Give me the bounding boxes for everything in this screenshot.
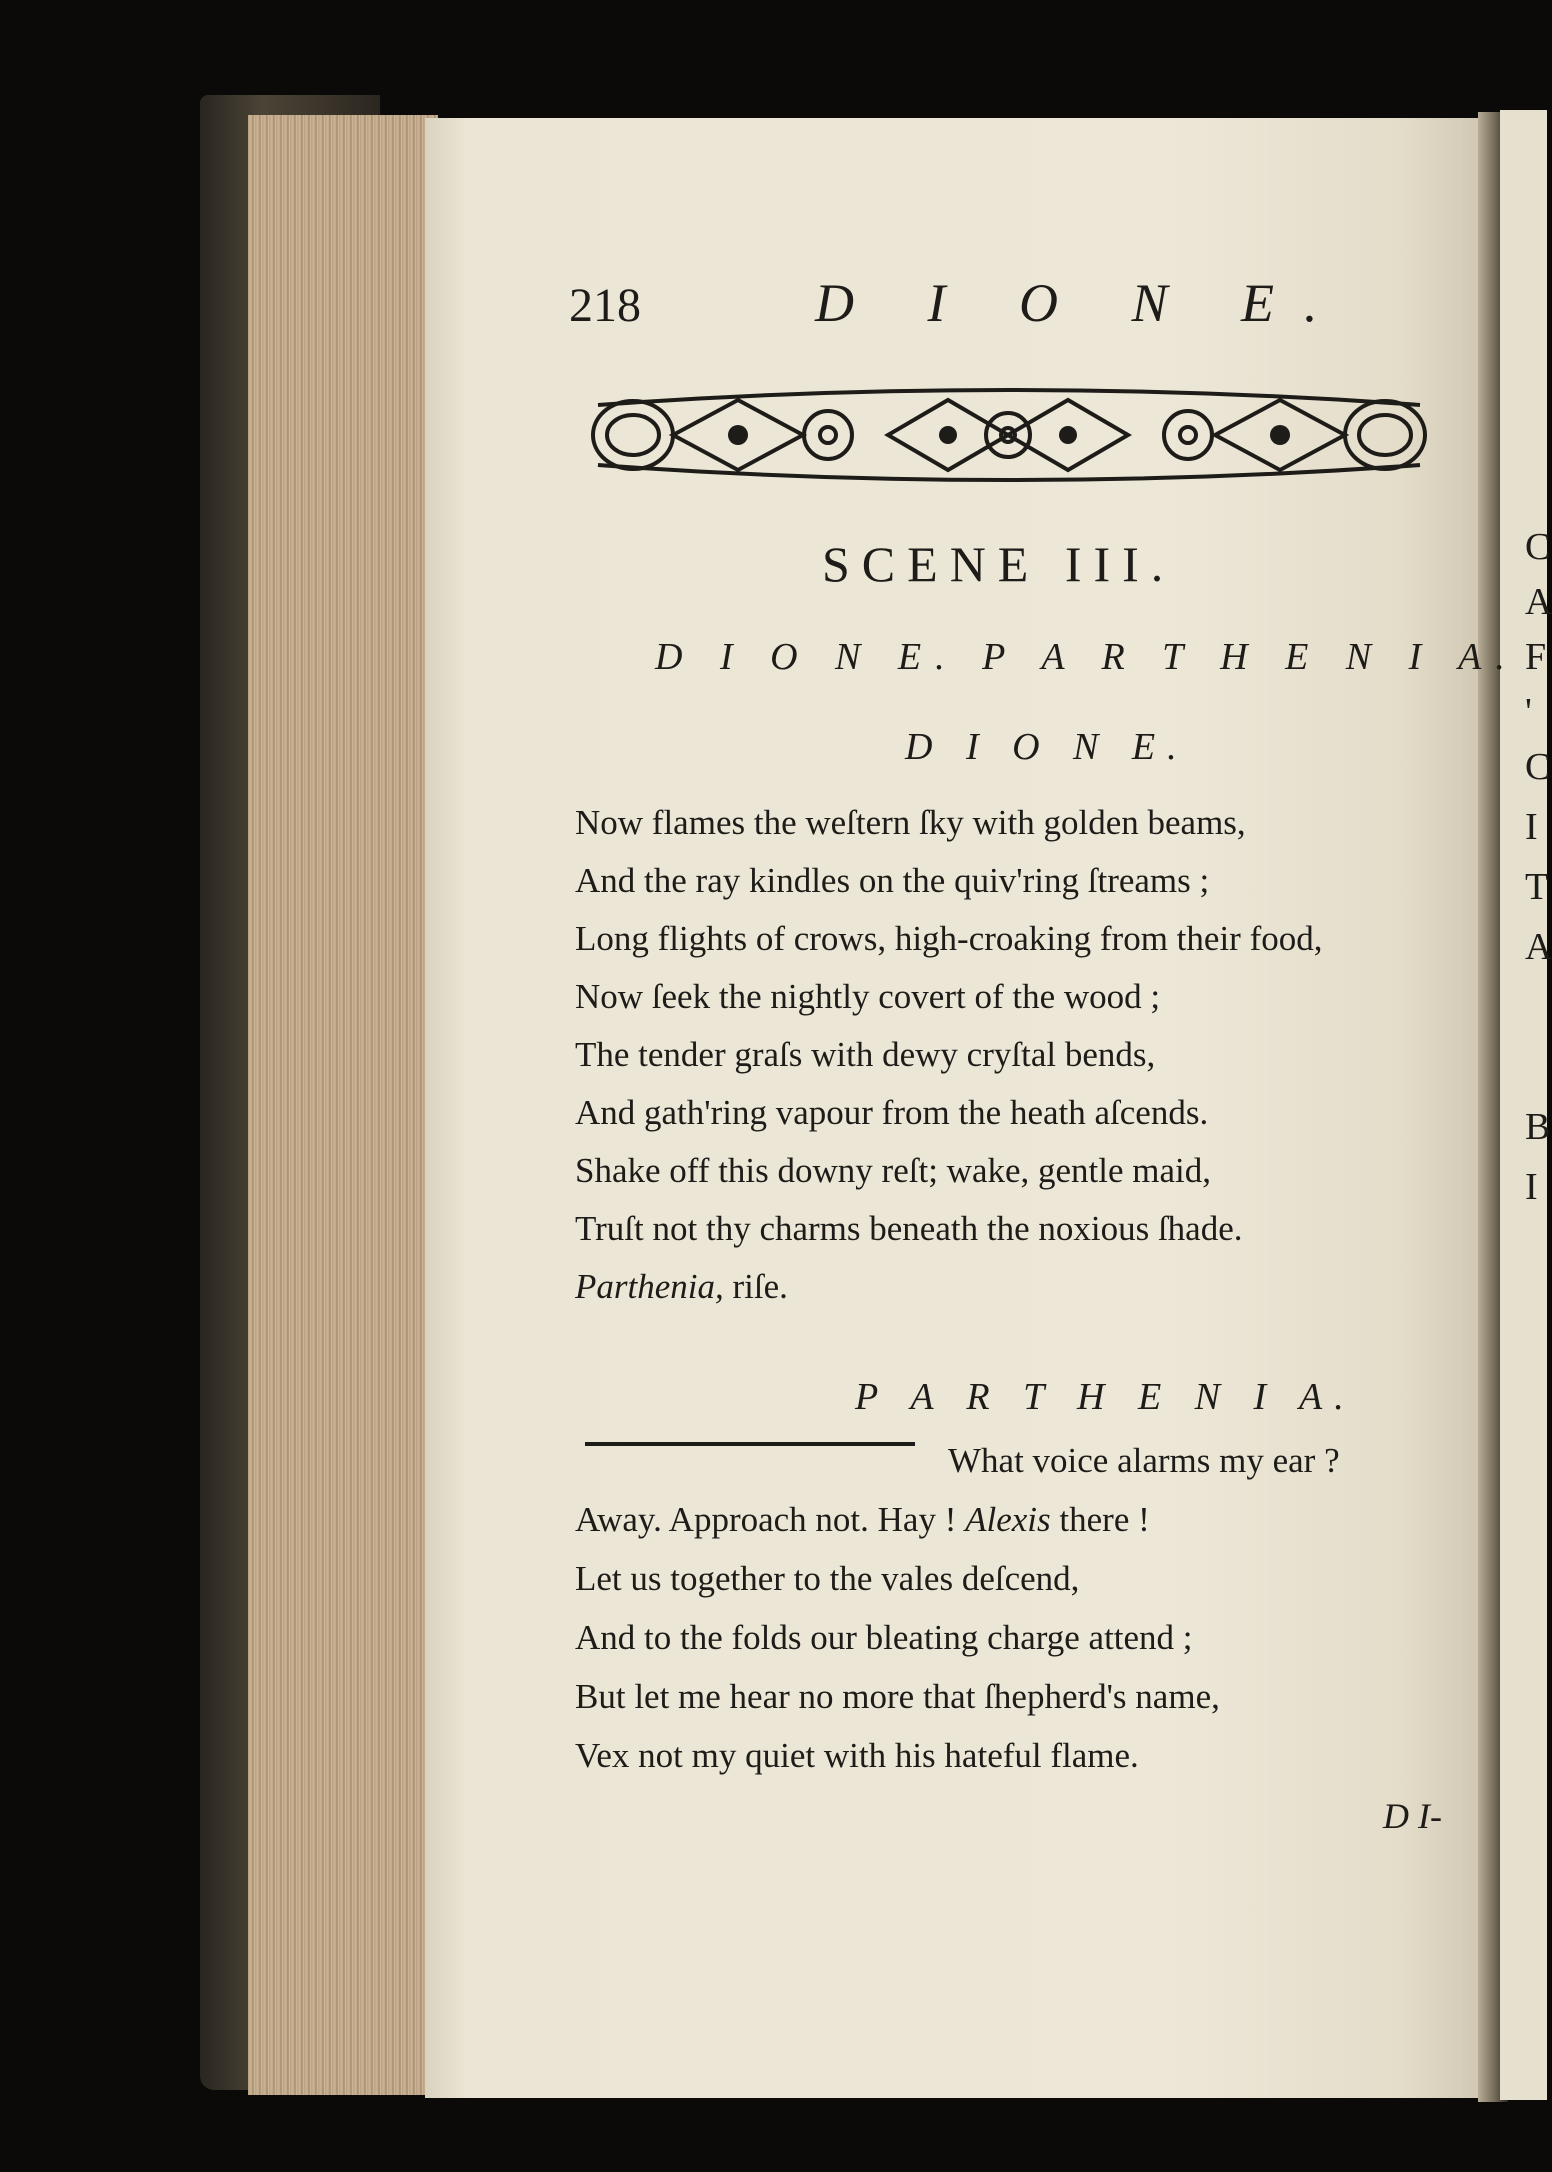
name-alexis: Alexis bbox=[965, 1500, 1051, 1539]
facing-letter: A bbox=[1525, 581, 1552, 623]
facing-letter: T bbox=[1525, 866, 1549, 908]
verse-line: And the ray kindles on the quiv'ring ſtreams ; bbox=[575, 861, 1210, 900]
facing-letter: C bbox=[1525, 526, 1551, 568]
facing-letter: I bbox=[1525, 806, 1538, 848]
verse-line: Let us together to the vales deſcend, bbox=[575, 1559, 1080, 1598]
facing-letter: C bbox=[1525, 746, 1551, 788]
verse-line: Now flames the weſtern ſky with golden beams, bbox=[575, 803, 1246, 842]
verse-line: And to the folds our bleating charge attend ; bbox=[575, 1618, 1193, 1657]
verse-text: there ! bbox=[1050, 1500, 1150, 1539]
verse-line: Vex not my quiet with his hateful flame. bbox=[575, 1736, 1139, 1775]
verse-line: But let me hear no more that ſhepherd's name, bbox=[575, 1677, 1220, 1716]
verse-line: Long flights of crows, high-croaking from their food, bbox=[575, 919, 1323, 958]
facing-letter: B bbox=[1525, 1106, 1551, 1148]
catchword: D I- bbox=[1383, 1796, 1442, 1836]
running-title: D I O N E. bbox=[815, 273, 1348, 333]
scene-heading: SCENE III. bbox=[822, 536, 1176, 592]
page-edges bbox=[248, 115, 438, 2095]
verse-line: Now ſeek the nightly covert of the wood ; bbox=[575, 977, 1161, 1016]
verse-line bbox=[575, 1500, 1150, 1540]
verse-line: And gath'ring vapour from the heath aſcends. bbox=[575, 1093, 1209, 1132]
name-parthenia: Parthenia, bbox=[575, 1267, 724, 1306]
speaker-dione: D I O N E. bbox=[905, 726, 1189, 768]
facing-letter: I bbox=[1525, 1166, 1538, 1208]
verse-line: Shake off this downy reſt; wake, gentle maid, bbox=[575, 1151, 1212, 1190]
verse-text: riſe. bbox=[723, 1267, 788, 1306]
verse-line: What voice alarms my ear ? bbox=[948, 1441, 1340, 1480]
verse-line bbox=[575, 1267, 788, 1307]
page-number: 218 bbox=[569, 279, 641, 332]
dash-rule bbox=[585, 1442, 915, 1446]
verse-text: Away. Approach not. Hay ! bbox=[575, 1500, 957, 1539]
facing-letter: ' bbox=[1525, 691, 1532, 733]
facing-letter: F bbox=[1525, 636, 1547, 678]
verse-line: The tender graſs with dewy cryſtal bends, bbox=[575, 1035, 1156, 1074]
facing-letter: A bbox=[1525, 926, 1552, 968]
speaker-parthenia: P A R T H E N I A. bbox=[855, 1376, 1356, 1418]
verse-line: Truſt not thy charms beneath the noxious ſhade. bbox=[575, 1209, 1243, 1248]
floral-ornament-band bbox=[588, 380, 1430, 490]
character-list: D I O N E. P A R T H E N I A. bbox=[655, 636, 1519, 678]
